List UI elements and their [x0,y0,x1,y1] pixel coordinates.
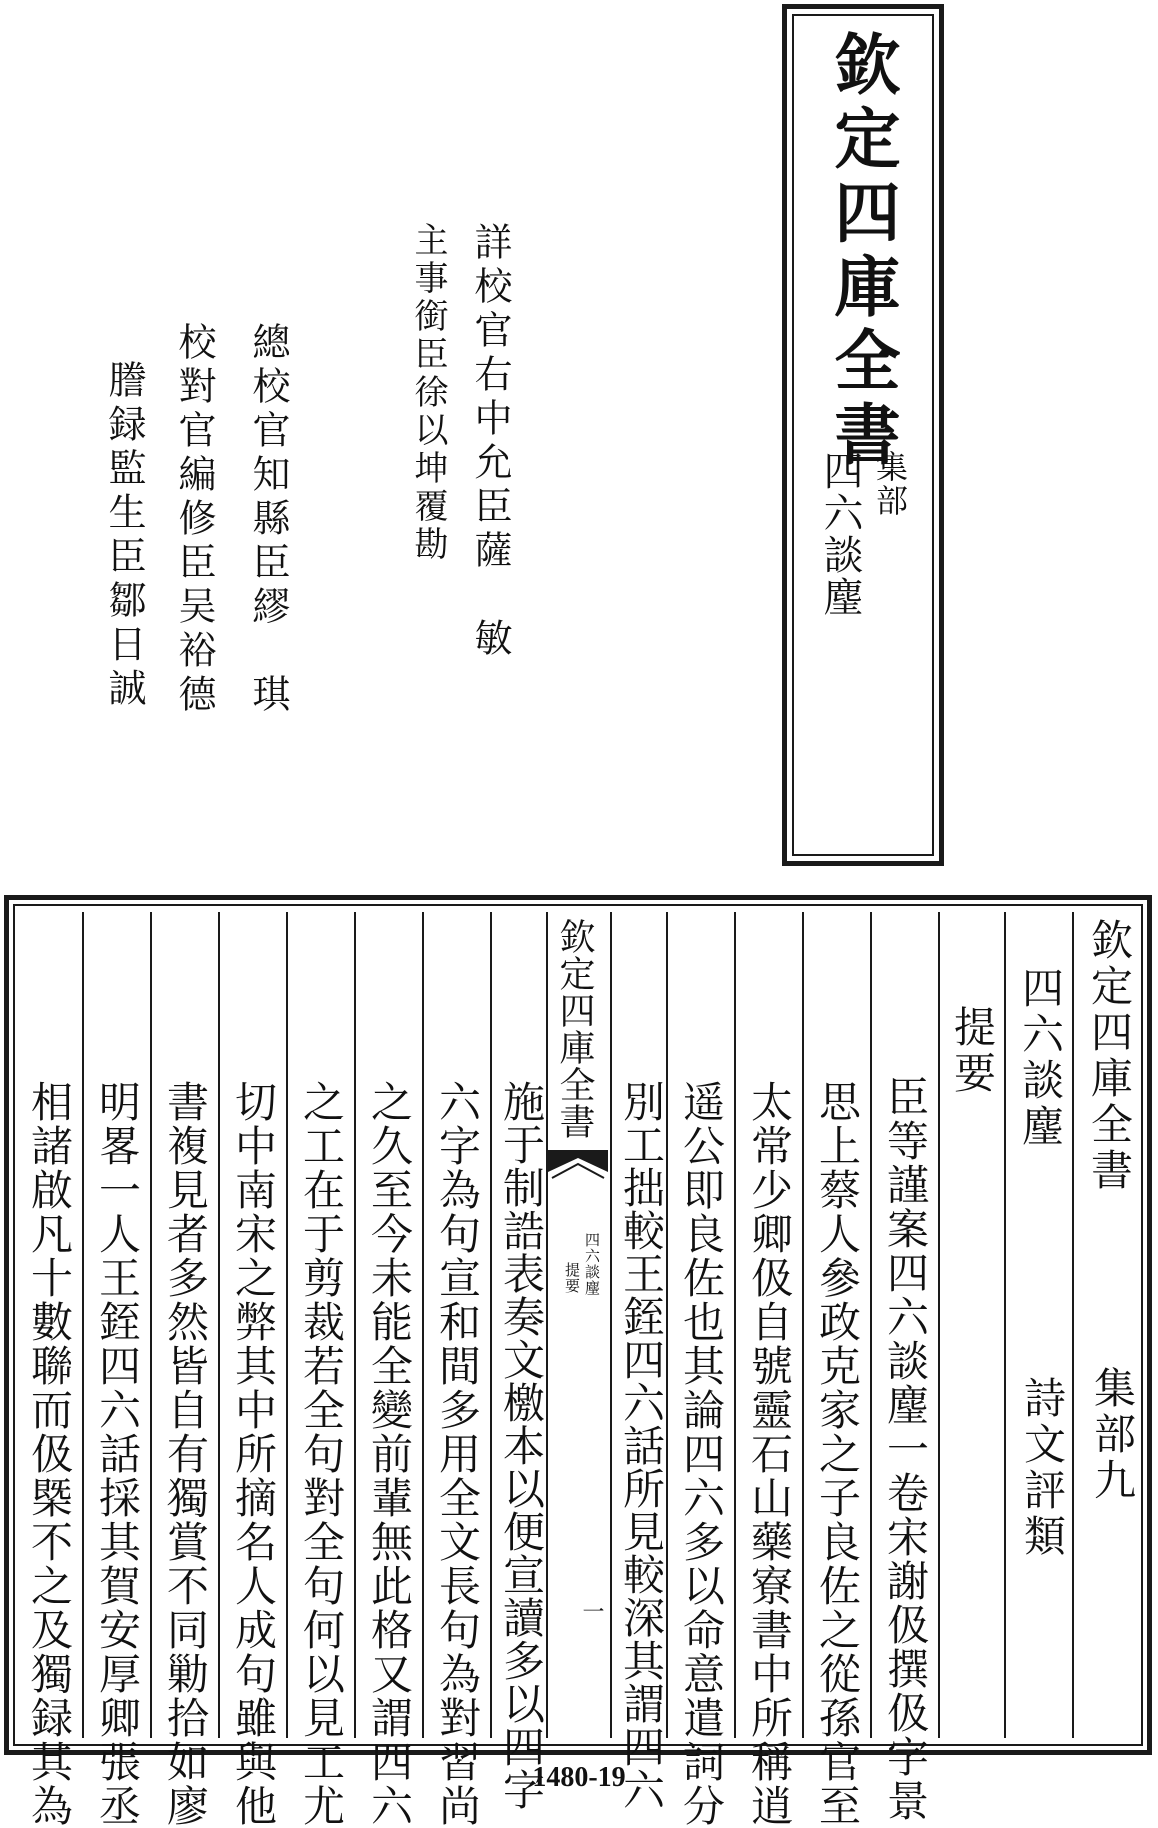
text-column: 別工拙較王銍四六話所見較深其謂四六 [617,1080,666,1811]
text-column: 明畧一人王銍四六話採其賀安厚卿張丞 [93,1080,142,1828]
credit-copyist: 謄録監生臣鄒日誠 [102,360,146,712]
text-column: 六字為句宣和間多用全文長句為對習尚 [433,1080,482,1828]
column-rule [870,912,872,1738]
column-rule [610,912,612,1738]
gutter-library-title: 欽定四庫全書 [554,918,595,1140]
page-heading: 提要 [948,1005,997,1097]
fishtail-mark-icon [548,1150,608,1180]
page-category: 詩文評類 [1018,1376,1067,1560]
column-rule [938,912,940,1738]
column-rule [734,912,736,1738]
title-slip-section: 集部 [871,450,909,518]
text-column: 太常少卿伋自號靈石山藥寮書中所稱逍 [745,1080,794,1828]
credit-proofreader: 校對官編修臣吴裕德 [172,322,216,718]
column-rule [286,912,288,1738]
credit-collator: 詳校官右中允臣薩 敏 [468,222,512,662]
column-rule [422,912,424,1738]
title-slip-main: 欽定四庫全書 [823,30,901,474]
text-column: 臣等謹案四六談麈一卷宋謝伋撰伋字景 [881,1075,930,1823]
title-slip-work: 四六談麈 [817,450,863,618]
column-rule [546,912,548,1738]
text-column: 之久至今未能全變前輩無此格又謂四六 [365,1080,414,1828]
credit-chief: 總校官知縣臣繆 琪 [246,322,290,718]
text-column: 遥公即良佐也其論四六多以命意遣詞分 [677,1080,726,1828]
page-section: 集部九 [1088,1366,1137,1504]
gutter-section: 提要 [563,1262,581,1294]
column-rule [802,912,804,1738]
page-work-title: 四六談麈 [1016,966,1065,1150]
text-column: 切中南宋之弊其中所摘名人成句雖與他 [229,1080,278,1828]
text-column: 思上蔡人參政克家之子良佐之從孫官至 [813,1080,862,1828]
page-library-title: 欽定四庫全書 [1085,918,1134,1194]
text-column: 相諸啟凡十數聯而伋槩不之及獨録其為 [25,1080,74,1828]
column-rule [82,912,84,1738]
column-rule [150,912,152,1738]
text-column: 書複見者多然皆自有獨賞不同勦拾如廖 [161,1080,210,1828]
text-column: 之工在于剪裁若全句對全句何以見工尤 [297,1080,346,1828]
column-rule [666,912,668,1738]
column-rule [1004,912,1006,1738]
column-rule [490,912,492,1738]
column-rule [354,912,356,1738]
gutter-chapter: 四六談麈 [583,1232,601,1296]
column-rule [1072,912,1074,1738]
column-rule [218,912,220,1738]
text-column: 施于制誥表奏文檄本以便宣讀多以四字 [497,1080,546,1811]
credit-reviewer: 主事銜臣徐以坤覆勘 [408,222,448,564]
gutter-page-number: 一 [579,1600,604,1622]
footer-page-number: 1480-19 [532,1762,626,1793]
